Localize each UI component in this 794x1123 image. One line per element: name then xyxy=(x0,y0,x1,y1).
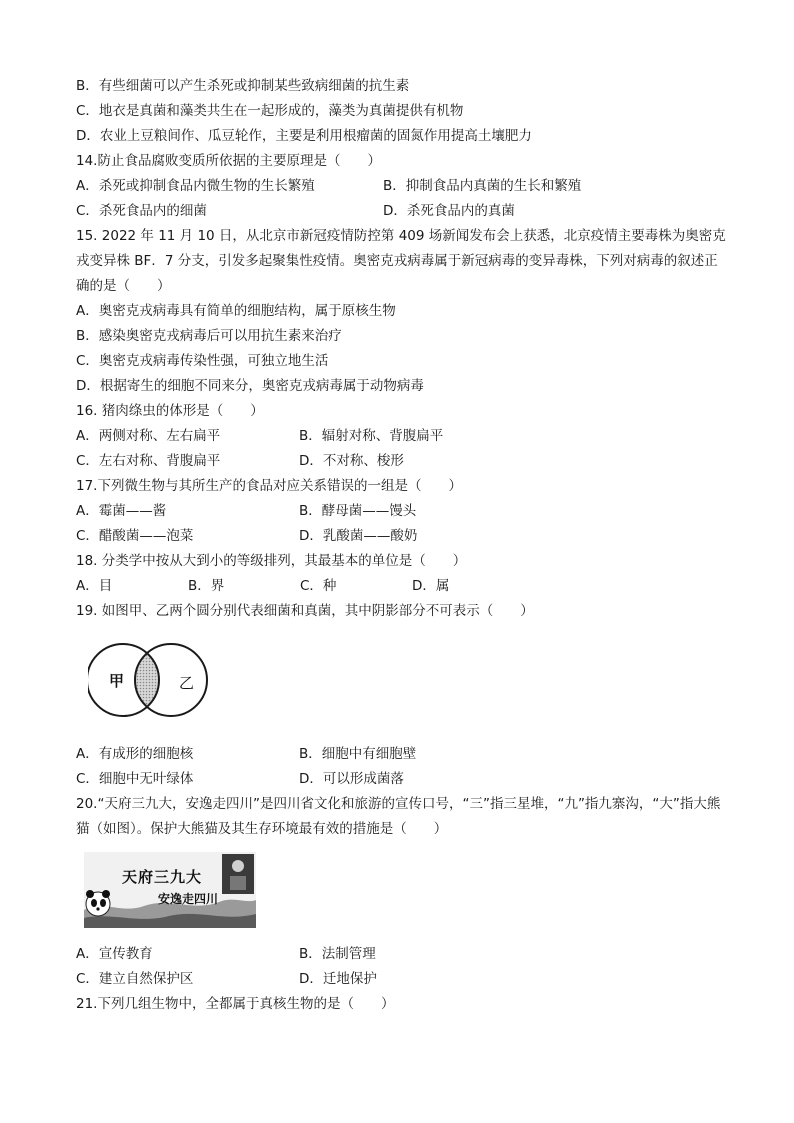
q17-stem: 17.下列微生物与其所生产的食品对应关系错误的一组是（ ） xyxy=(76,478,462,494)
q18-options-row xyxy=(76,574,726,599)
q20-option-a: A．宣传教育 xyxy=(76,946,153,962)
q14-options-row2 xyxy=(76,199,726,224)
q16-stem: 16. 猪肉绦虫的体形是（ ） xyxy=(76,403,264,419)
q14-option-c: C．杀死食品内的细菌 xyxy=(76,203,207,219)
venn-label-yi: 乙 xyxy=(179,674,195,692)
q15-option-c: C．奥密克戎病毒传染性强，可独立地生活 xyxy=(76,353,329,369)
q16-option-a: A．两侧对称、左右扁平 xyxy=(76,428,221,444)
q14-options-row1 xyxy=(76,174,726,199)
q16-option-c: C．左右对称、背腹扁平 xyxy=(76,453,221,469)
q14-option-b: B．抑制食品内真菌的生长和繁殖 xyxy=(383,178,582,194)
panda-banner-title: 天府三九大 xyxy=(122,868,203,886)
q20-option-c: C．建立自然保护区 xyxy=(76,971,194,987)
q20-option-d: D．迁地保护 xyxy=(299,971,377,987)
q17-options-row1 xyxy=(76,499,726,524)
q16-option-b: B．辐射对称、背腹扁平 xyxy=(299,428,444,444)
q17-option-c: C．醋酸菌——泡菜 xyxy=(76,528,194,544)
q13-option-b: B．有些细菌可以产生杀死或抑制某些致病细菌的抗生素 xyxy=(76,78,410,94)
q17-option-a: A．霉菌——酱 xyxy=(76,503,167,519)
q16-options-row2 xyxy=(76,449,726,474)
q19-options-row2 xyxy=(76,767,726,792)
q17-option-d: D．乳酸菌——酸奶 xyxy=(299,528,418,544)
q19-option-d: D．可以形成菌落 xyxy=(299,771,404,787)
q18-option-d: D．属 xyxy=(412,578,450,594)
q14-option-d: D．杀死食品内的真菌 xyxy=(383,203,515,219)
q20-option-b: B．法制管理 xyxy=(299,946,376,962)
q19-option-a: A．有成形的细胞核 xyxy=(76,746,194,762)
q19-options-row1 xyxy=(76,742,726,767)
q18-option-c: C．种 xyxy=(300,578,337,594)
q20-options-row2 xyxy=(76,967,726,992)
q17-options-row2 xyxy=(76,524,726,549)
q15-option-b: B．感染奥密克戎病毒后可以用抗生素来治疗 xyxy=(76,328,342,344)
venn-label-jia: 甲 xyxy=(109,672,125,690)
q19-option-b: B．细胞中有细胞壁 xyxy=(299,746,417,762)
q16-option-d: D．不对称、梭形 xyxy=(299,453,404,469)
q14-option-a: A．杀死或抑制食品内微生物的生长繁殖 xyxy=(76,178,315,194)
venn-diagram-figure xyxy=(76,624,726,742)
q13-option-c: C．地衣是真菌和藻类共生在一起形成的，藻类为真菌提供有机物 xyxy=(76,103,464,119)
panda-banner-figure xyxy=(76,842,726,942)
q16-options-row1 xyxy=(76,424,726,449)
q14-stem: 14.防止食品腐败变质所依据的主要原理是（ ） xyxy=(76,153,381,169)
panda-banner-image xyxy=(84,852,256,928)
q20-stem: 20.“天府三九大，安逸走四川”是四川省文化和旅游的宣传口号，“三”指三星堆，“九”指九寨沟，“大”指大熊猫（如图）。保护大熊猫及其生存环境最有效的措施是（ ） xyxy=(76,796,721,837)
q15-stem: 15. 2022 年 11 月 10 日，从北京市新冠疫情防控第 409 场新闻发布会上获悉，北京疫情主要毒株为奥密克戎变异株 BF．7 分支，引发多起聚集性疫情。奥密克戎病毒属于新冠病毒的变异毒株，下列对病毒的叙述正确的是（ ） xyxy=(76,228,726,294)
q19-option-c: C．细胞中无叶绿体 xyxy=(76,771,194,787)
q21-stem: 21.下列几组生物中，全都属于真核生物的是（ ） xyxy=(76,996,395,1012)
q13-option-d: D．农业上豆粮间作、瓜豆轮作，主要是利用根瘤菌的固氮作用提高土壤肥力 xyxy=(76,128,532,144)
panda-banner-subtitle: 安逸走四川 xyxy=(158,892,219,906)
q18-option-b: B．界 xyxy=(188,578,225,594)
q17-option-b: B．酵母菌——馒头 xyxy=(299,503,417,519)
q15-option-a: A．奥密克戎病毒具有简单的细胞结构，属于原核生物 xyxy=(76,303,396,319)
q18-option-a: A．目 xyxy=(76,578,113,594)
venn-diagram xyxy=(88,630,218,730)
q15-option-d: D．根据寄生的细胞不同来分，奥密克戎病毒属于动物病毒 xyxy=(76,378,424,394)
q20-options-row1 xyxy=(76,942,726,967)
q19-stem: 19. 如图甲、乙两个圆分别代表细菌和真菌，其中阴影部分不可表示（ ） xyxy=(76,603,534,619)
exam-page xyxy=(76,74,726,1017)
q18-stem: 18. 分类学中按从大到小的等级排列，其最基本的单位是（ ） xyxy=(76,553,467,569)
